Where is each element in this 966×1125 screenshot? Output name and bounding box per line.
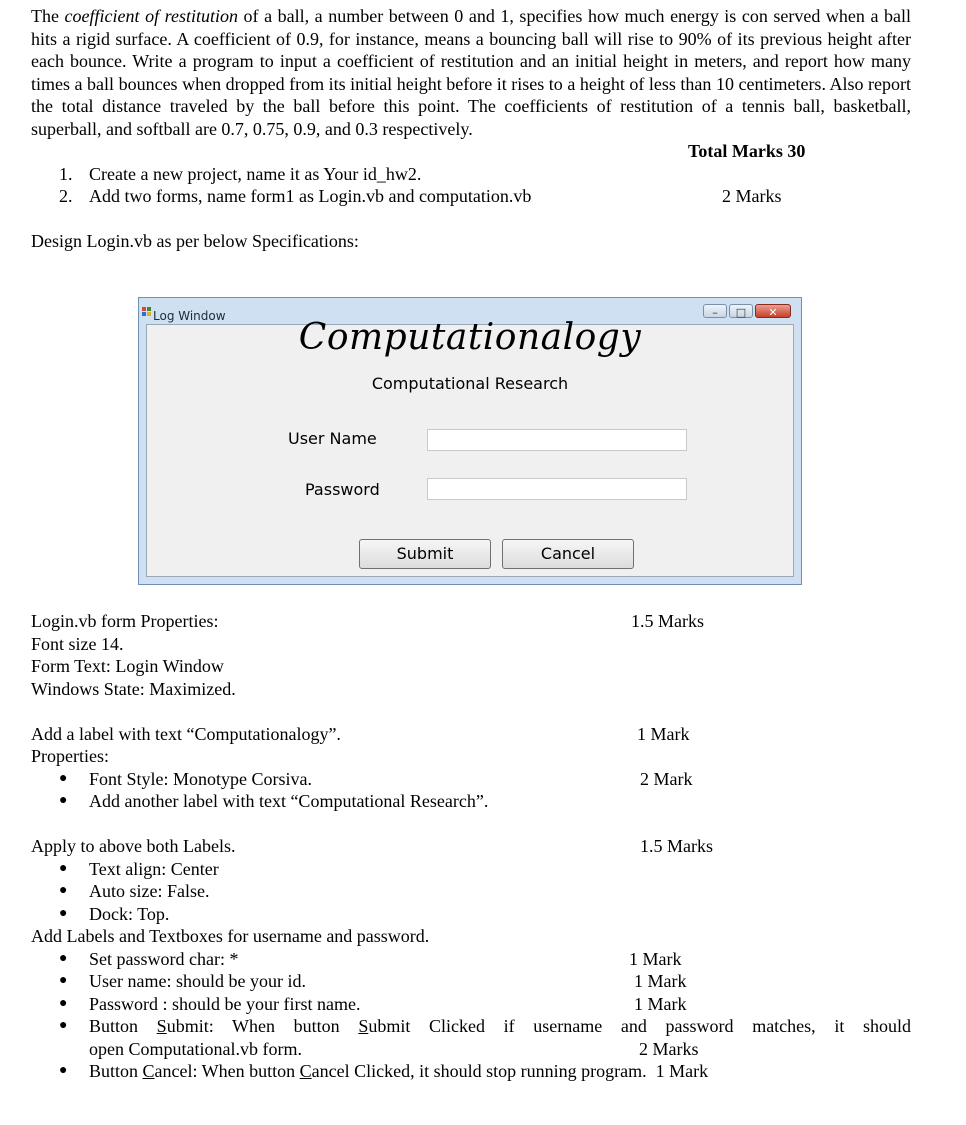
intro-text-start: The bbox=[31, 6, 65, 26]
apply-line: Apply to above both Labels. bbox=[31, 836, 236, 856]
bullet-row bbox=[31, 1060, 911, 1083]
brand-label: Computationalogy bbox=[298, 317, 642, 358]
step-number: 2. bbox=[59, 186, 73, 206]
design-heading-row bbox=[31, 230, 911, 253]
total-marks-row bbox=[31, 140, 911, 163]
total-marks: Total Marks 30 bbox=[688, 141, 806, 161]
minimize-icon: – bbox=[712, 306, 718, 319]
login-window-screenshot bbox=[138, 297, 802, 585]
prop-line: Font size 14. bbox=[31, 633, 124, 654]
close-icon: ✕ bbox=[768, 306, 778, 319]
password-label: Password bbox=[305, 480, 380, 499]
intro-term: coefficient of restitution bbox=[64, 6, 238, 26]
minimize-button[interactable] bbox=[703, 304, 727, 318]
bullet-icon: ● bbox=[59, 973, 68, 988]
label-mark: 1 Mark bbox=[637, 723, 690, 744]
window-controls bbox=[701, 304, 791, 318]
bullet-mark: 1 Mark bbox=[634, 993, 687, 1014]
textbox-line: Add Labels and Textboxes for username and password. bbox=[31, 926, 430, 946]
step-2 bbox=[31, 185, 911, 208]
prop-line: Form Text: Login Window bbox=[31, 656, 224, 676]
document-page bbox=[31, 5, 911, 253]
bullet-text: Font Style: Monotype Corsiva. bbox=[89, 768, 313, 789]
close-button[interactable] bbox=[755, 304, 791, 318]
label-line: Add a label with text “Computationalogy”. bbox=[31, 723, 341, 744]
bullet-mark: 2 Marks bbox=[639, 1038, 699, 1059]
bullet-row bbox=[31, 1015, 911, 1038]
step-mark: 2 Marks bbox=[722, 186, 782, 206]
bullet-icon: ● bbox=[59, 860, 68, 876]
submit-button[interactable]: Submit bbox=[359, 539, 491, 569]
textbox-line-row bbox=[31, 925, 911, 948]
step-text: Add two forms, name form1 as Login.vb and computation.vb bbox=[89, 186, 532, 206]
bullet-row bbox=[31, 993, 911, 1016]
form-client-area bbox=[146, 317, 794, 577]
bullet-text: Password : should be your first name. bbox=[89, 993, 361, 1014]
intro-text-rest: of a ball, a number between 0 and 1, specifies how much energy is con served when a ball hits a rigid surface. A coefficient of 0.9, for instance, means a bouncing ball will rise to 90% of its previous height after each bounce. Write a program to input a coefficient of restitution and an initial height in meters, and report how many times a ball bounces when dropped from its initial height before it rises to a height of less than 10 centimeters. Also report the total distance traveled by the ball before this point. The coefficients of restitution of a tennis ball, basketball, superball, and softball are 0.7, 0.75, 0.9, and 0.3 respectively. bbox=[31, 6, 911, 139]
maximize-button[interactable] bbox=[729, 304, 753, 318]
bullet-row bbox=[31, 948, 911, 971]
bullet-row bbox=[31, 880, 911, 903]
step-text: Create a new project, name it as Your id_hw2. bbox=[89, 163, 422, 184]
bullet-row bbox=[31, 858, 911, 881]
bullet-text: Button Submit: When button Submit Clicked if username and password matches, it should bbox=[89, 1016, 911, 1036]
props-heading: Login.vb form Properties: bbox=[31, 611, 219, 631]
props-mark: 1.5 Marks bbox=[631, 611, 704, 631]
username-label: User Name bbox=[288, 429, 377, 448]
props-heading-row bbox=[31, 610, 911, 633]
bullet-text: open Computational.vb form. bbox=[89, 1038, 302, 1059]
bullet-continuation bbox=[31, 1038, 911, 1061]
bullet-icon: ● bbox=[59, 793, 68, 808]
bullet-icon: ● bbox=[59, 950, 68, 966]
bullet-mark: 1 Mark bbox=[634, 971, 687, 991]
window-title: Log Window bbox=[153, 309, 226, 323]
bullet-mark: 2 Mark bbox=[640, 768, 693, 789]
bullet-text: Dock: Top. bbox=[89, 903, 170, 924]
apply-mark: 1.5 Marks bbox=[640, 836, 713, 856]
step-number: 1. bbox=[59, 163, 73, 184]
bullet-text: Add another label with text “Computational Research”. bbox=[89, 791, 489, 811]
app-icon bbox=[142, 307, 152, 317]
bullet-row bbox=[31, 970, 911, 993]
bullet-icon: ● bbox=[59, 1063, 68, 1078]
design-heading: Design Login.vb as per below Specifications: bbox=[31, 231, 359, 251]
intro-paragraph bbox=[31, 5, 911, 140]
label-line-row bbox=[31, 723, 911, 746]
bullet-icon: ● bbox=[59, 995, 68, 1011]
bullet-row bbox=[31, 768, 911, 791]
maximize-icon: □ bbox=[735, 306, 747, 319]
step-1 bbox=[31, 163, 911, 186]
bullet-text: Button Cancel: When button Cancel Clicked, it should stop running program. 1 Mark bbox=[89, 1061, 709, 1081]
bullet-text: Auto size: False. bbox=[89, 881, 210, 901]
bullet-text: User name: should be your id. bbox=[89, 971, 306, 991]
bullet-icon: ● bbox=[59, 1018, 68, 1033]
bullet-row bbox=[31, 790, 911, 813]
password-input[interactable] bbox=[427, 478, 687, 500]
subtitle-label: Computational Research bbox=[371, 374, 569, 393]
bullet-text: Set password char: * bbox=[89, 948, 239, 969]
bullet-row bbox=[31, 903, 911, 926]
bullet-mark: 1 Mark bbox=[629, 948, 682, 969]
bullet-icon: ● bbox=[59, 770, 68, 786]
cancel-button[interactable]: Cancel bbox=[502, 539, 634, 569]
properties-label: Properties: bbox=[31, 746, 109, 766]
bullet-text: Text align: Center bbox=[89, 858, 219, 879]
prop-line: Windows State: Maximized. bbox=[31, 678, 236, 699]
bullet-icon: ● bbox=[59, 883, 68, 898]
bullet-mark: 1 Mark bbox=[655, 1061, 709, 1081]
specifications bbox=[31, 610, 911, 1083]
apply-line-row bbox=[31, 835, 911, 858]
bullet-icon: ● bbox=[59, 905, 68, 921]
username-input[interactable] bbox=[427, 429, 687, 451]
